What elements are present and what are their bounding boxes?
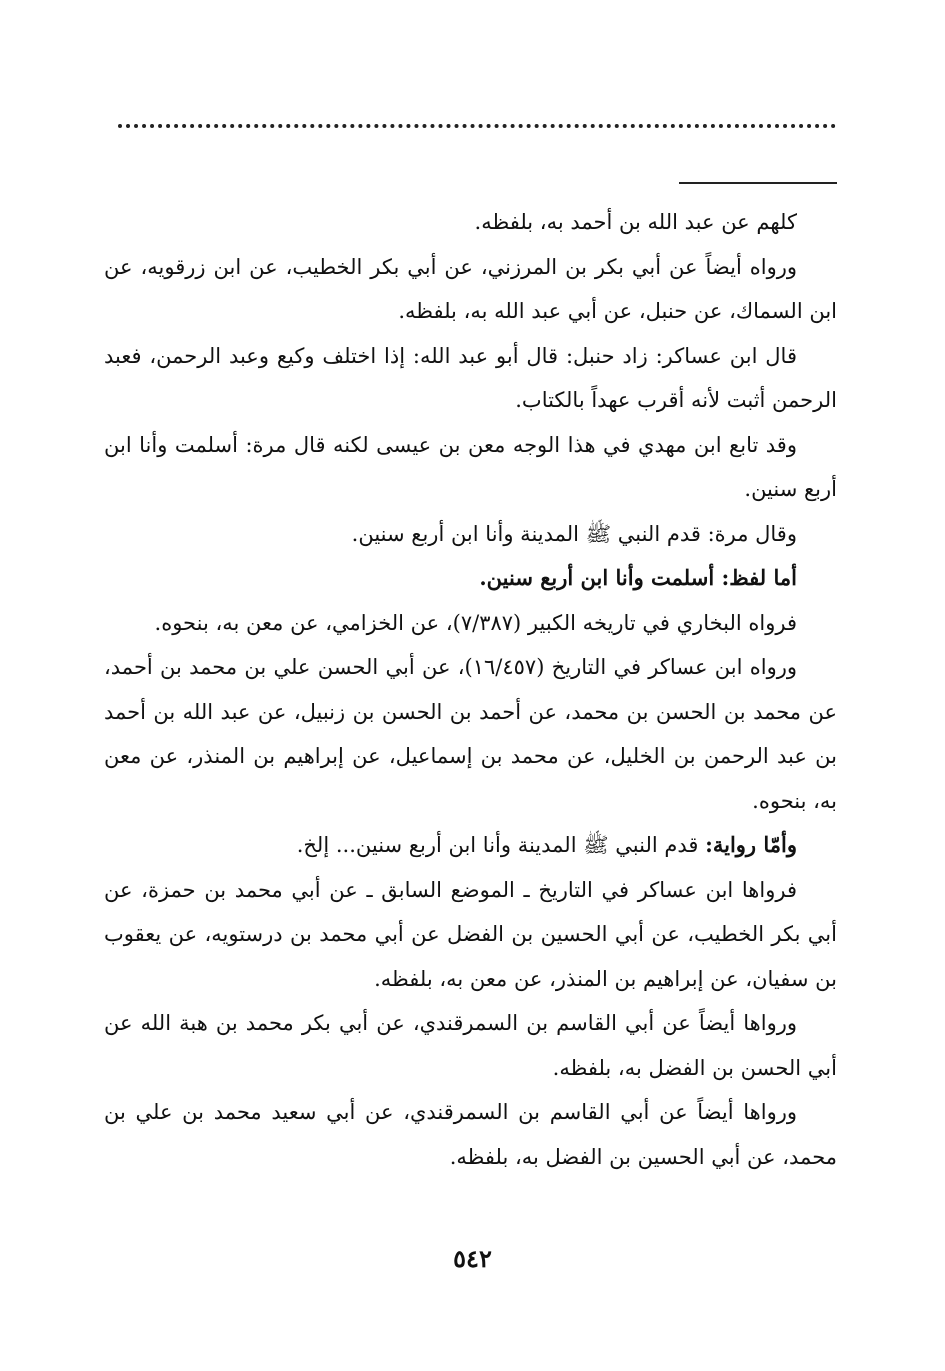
paragraph-6 (104, 556, 837, 601)
paragraph-2: ورواه أيضاً عن أبي بكر بن المرزني، عن أبي بكر الخطيب، عن ابن زرقويه، عن ابن السماك، عن حنبل، عن أبي عبد الله به، بلفظه. (104, 254, 837, 323)
bold-heading: أما لفظ: أسلمت وأنا ابن أربع سنين. (479, 565, 797, 590)
paragraph-7: فرواه البخاري في تاريخه الكبير (٧/٣٨٧)، عن الخزامي، عن معن به، بنحوه. (154, 610, 797, 635)
paragraph-1: كلهم عن عبد الله بن أحمد به، بلفظه. (474, 210, 797, 234)
bold-lead: وأمّا رواية: (705, 832, 797, 857)
dotted-separator (118, 124, 836, 128)
paragraph-4: وقد تابع ابن مهدي في هذا الوجه معن بن عيسى لكنه قال مرة: أسلمت وأنا ابن أربع سنين. (104, 432, 837, 501)
paragraph-3: قال ابن عساكر: زاد حنبل: قال أبو عبد الله: إذا اختلف وكيع وعبد الرحمن، فعبد الرحمن أثبت لأنه أقرب عهداً بالكتاب. (104, 343, 837, 412)
page-number: ٥٤٢ (453, 1244, 492, 1273)
paragraph-10: فرواها ابن عساكر في التاريخ ـ الموضع السابق ـ عن أبي محمد بن حمزة، عن أبي بكر الخطيب، عن أبي الحسين بن الفضل عن أبي محمد بن درستويه، عن يعقوب بن سفيان، عن إبراهيم بن المنذر، عن معن به، بلفظه. (104, 877, 837, 991)
paragraph-11: ورواها أيضاً عن أبي القاسم بن السمرقندي، عن أبي بكر محمد بن هبة الله عن أبي الحسن بن الفضل به، بلفظه. (104, 1011, 837, 1080)
footnote-text (104, 200, 837, 1179)
footnote-separator (679, 182, 837, 184)
paragraph-12: ورواها أيضاً عن أبي القاسم بن السمرقندي، عن أبي سعيد محمد بن علي بن محمد، عن أبي الحسين بن الفضل به، بلفظه. (104, 1100, 837, 1169)
paragraph-5: وقال مرة: قدم النبي ﷺ المدينة وأنا ابن أربع سنين. (351, 521, 797, 546)
paragraph-8: ورواه ابن عساكر في التاريخ (١٦/٤٥٧)، عن أبي الحسن علي بن محمد بن أحمد، عن محمد بن الحسن بن محمد، عن أحمد بن الحسن بن زنبيل، عن عبد الله بن أحمد بن عبد الرحمن بن الخليل، عن محمد بن إسماعيل، عن إبراهيم بن المنذر، عن معن به، بنحوه. (104, 655, 837, 813)
paragraph-9: وأمّا رواية: قدم النبي ﷺ المدينة وأنا ابن أربع سنين... إلخ. (296, 832, 797, 857)
